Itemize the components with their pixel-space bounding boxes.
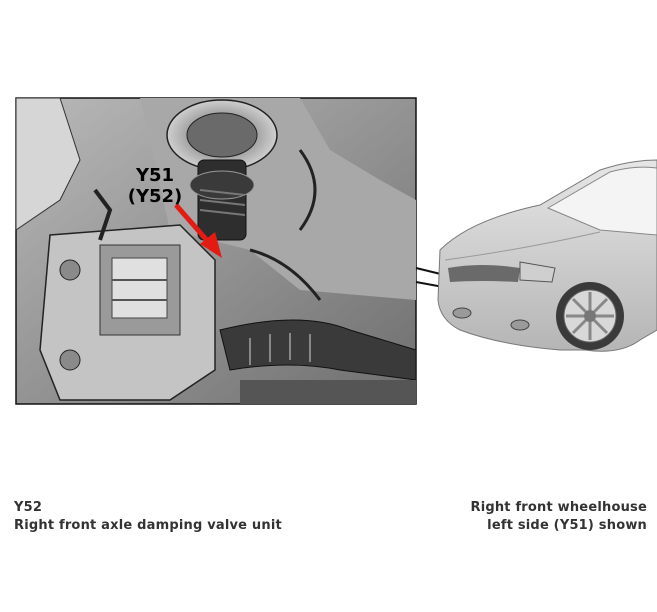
callout-primary: Y51 bbox=[135, 165, 175, 186]
callout-label bbox=[120, 165, 190, 207]
caption-right bbox=[470, 499, 647, 535]
callout-secondary: (Y52) bbox=[127, 186, 183, 207]
view-note-line2: left side (Y51) shown bbox=[487, 518, 647, 533]
view-note-line1: Right front wheelhouse bbox=[470, 500, 647, 515]
car-illustration bbox=[438, 160, 657, 351]
component-code: Y52 bbox=[14, 500, 43, 515]
component-description: Right front axle damping valve unit bbox=[14, 518, 282, 533]
caption-left bbox=[14, 499, 282, 535]
